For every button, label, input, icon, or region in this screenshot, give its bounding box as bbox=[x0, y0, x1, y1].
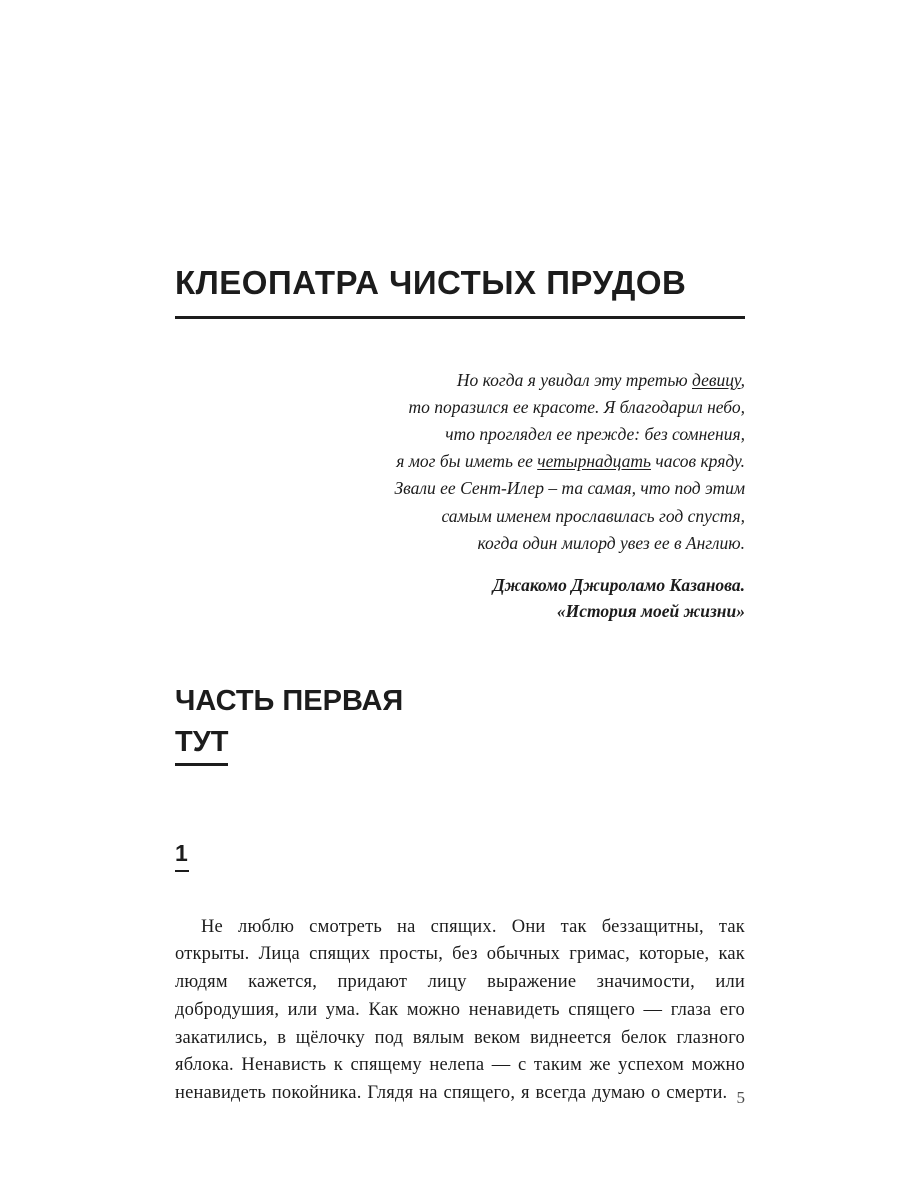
text-line: самым именем прославилась год спустя, bbox=[441, 505, 745, 526]
epigraph bbox=[175, 367, 745, 557]
text-line: Звали ее Сент-Илер – та самая, что под этим bbox=[394, 478, 745, 499]
book-title: КЛЕОПАТРА ЧИСТЫХ ПРУДОВ bbox=[175, 0, 745, 319]
body-paragraph: Не люблю смотреть на спящих. Они так беззащитны, так открыты. Лица спящих просты, без обычных гримас, которые, как людям кажется, придают лицу выражение значимости, или добродушия, или ума. Как можно ненавидеть спящего — глаза его закатились, в щёлочку под вялым веком виднеется белок глазного яблока. Ненависть к спящему нелепа — с таким же успехом можно ненавидеть покойника. Глядя на спящего, я всегда думаю о смерти. bbox=[175, 916, 745, 1103]
chapter-number: 1 bbox=[175, 840, 189, 872]
part-title-row bbox=[175, 725, 745, 766]
text-line: что проглядел ее прежде: без сомнения, bbox=[445, 424, 745, 445]
text-line: когда один милорд увез ее в Англию. bbox=[477, 532, 745, 553]
part-heading: ЧАСТЬ ПЕРВАЯ bbox=[175, 685, 404, 718]
text-line: Джакомо Джироламо Казанова. bbox=[492, 574, 745, 595]
text-line: «История моей жизни» bbox=[556, 601, 745, 622]
part-title: ТУТ bbox=[175, 725, 228, 766]
text-line: то поразился ее красоте. Я благодарил небо, bbox=[408, 397, 745, 418]
chapter-heading bbox=[175, 840, 745, 872]
text-line: Но когда я увидал эту третью девицу, bbox=[456, 369, 745, 390]
text-line: я мог бы иметь ее четырнадцать часов кряду. bbox=[396, 451, 745, 472]
page-number: 5 bbox=[736, 1088, 745, 1107]
epigraph-attribution bbox=[175, 572, 745, 625]
